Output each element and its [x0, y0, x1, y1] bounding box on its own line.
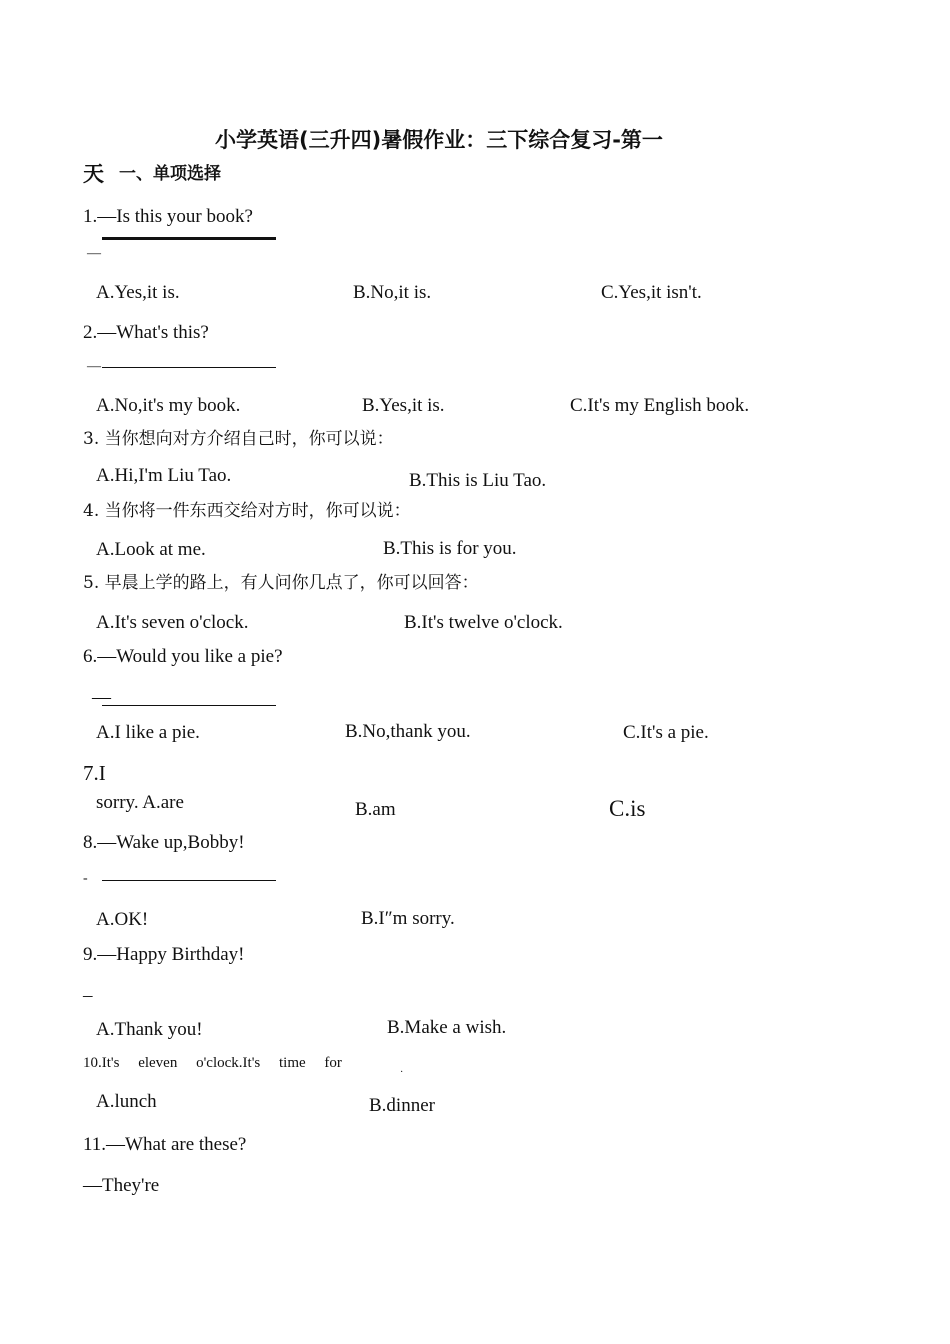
q4-option-a[interactable]: A.Look at me.: [96, 539, 206, 560]
q5-option-b[interactable]: B.It's twelve o'clock.: [404, 612, 563, 633]
q3-option-b[interactable]: B.This is Liu Tao.: [409, 470, 547, 491]
question-1-stem: 1.—Is this your book?: [83, 206, 253, 227]
q4-option-b[interactable]: B.This is for you.: [383, 538, 517, 559]
question-10-mark: ·: [400, 1067, 404, 1078]
q1-option-c[interactable]: C.Yes,it isn't.: [601, 282, 702, 303]
question-5-stem: 5. 早晨上学的路上，有人问你几点了，你可以回答：: [83, 573, 479, 593]
q2-option-c[interactable]: C.It's my English book.: [570, 395, 750, 416]
q2-option-a[interactable]: A.No,it's my book.: [96, 395, 241, 416]
question-7-stem-line2: sorry. A.are: [96, 792, 184, 813]
q10-option-a[interactable]: A.lunch: [96, 1091, 157, 1112]
answer-blank-6[interactable]: [102, 705, 276, 706]
q3-option-a[interactable]: A.Hi,I'm Liu Tao.: [96, 465, 232, 486]
answer-dash-1: —: [87, 246, 101, 261]
question-3-stem: 3. 当你想向对方介绍自己时，你可以说：: [83, 429, 394, 449]
q5-option-a[interactable]: A.It's seven o'clock.: [96, 612, 249, 633]
answer-blank-2[interactable]: [102, 367, 276, 368]
q10-option-b[interactable]: B.dinner: [369, 1095, 435, 1116]
question-11-stem: 11.—What are these?: [83, 1134, 247, 1155]
answer-dash-2: —: [87, 359, 101, 374]
question-7-stem: 7.I: [83, 761, 106, 785]
answer-dash-8: -: [83, 871, 88, 886]
q1-option-b[interactable]: B.No,it is.: [353, 282, 432, 303]
question-4-stem: 4. 当你将一件东西交给对方时，你可以说：: [83, 501, 411, 521]
q6-option-a[interactable]: A.I like a pie.: [96, 722, 200, 743]
q7-option-c[interactable]: C.is: [609, 796, 646, 821]
q6-option-c[interactable]: C.It's a pie.: [623, 722, 709, 743]
question-11-answer: —They're: [83, 1175, 160, 1196]
q1-option-a[interactable]: A.Yes,it is.: [96, 282, 180, 303]
question-8-stem: 8.—Wake up,Bobby!: [83, 832, 245, 853]
question-2-stem: 2.—What's this?: [83, 322, 209, 343]
q7-option-b[interactable]: B.am: [355, 799, 396, 820]
page-title: 小学英语(三升四)暑假作业：三下综合复习-第一: [215, 128, 663, 152]
answer-dash-9: –: [83, 985, 93, 1006]
q6-option-b[interactable]: B.No,thank you.: [345, 721, 471, 742]
page-title-continued: 天: [83, 162, 104, 186]
question-6-stem: 6.—Would you like a pie?: [83, 646, 283, 667]
answer-blank-1[interactable]: [102, 237, 276, 240]
q8-option-a[interactable]: A.OK!: [96, 909, 149, 930]
answer-dash-6: —: [92, 687, 111, 708]
question-9-stem: 9.—Happy Birthday!: [83, 944, 245, 965]
answer-blank-8[interactable]: [102, 880, 276, 881]
q8-option-b[interactable]: B.I″m sorry.: [361, 908, 455, 929]
q9-option-a[interactable]: A.Thank you!: [96, 1019, 203, 1040]
q2-option-b[interactable]: B.Yes,it is.: [362, 395, 445, 416]
question-10-stem: 10.It's eleven o'clock.It's time for: [83, 1055, 342, 1071]
section-title: 一、单项选择: [119, 164, 221, 184]
q9-option-b[interactable]: B.Make a wish.: [387, 1017, 507, 1038]
